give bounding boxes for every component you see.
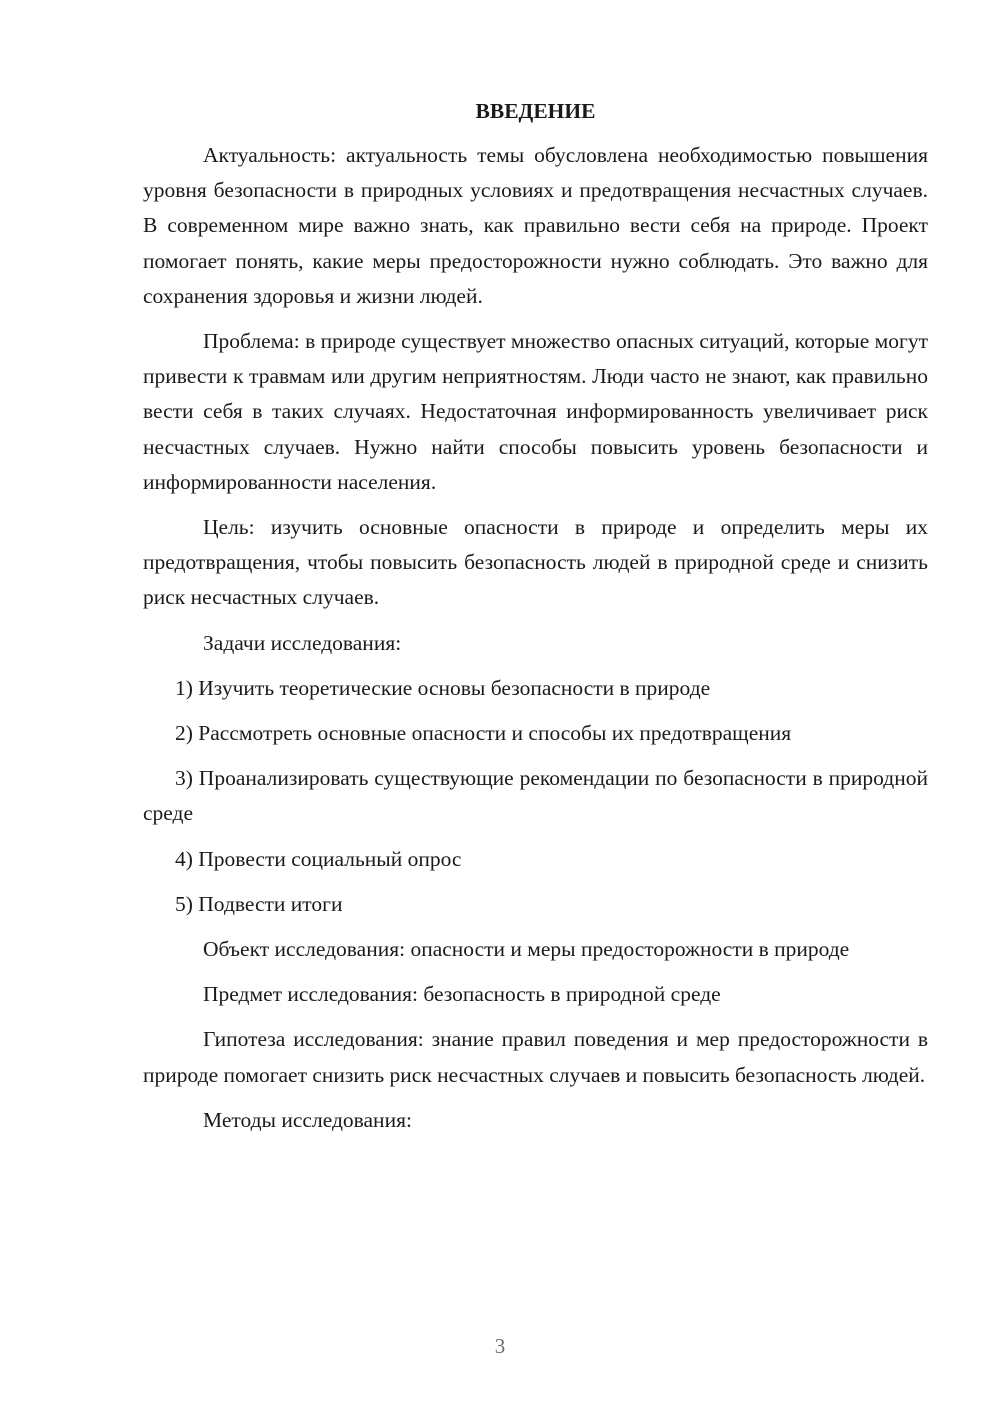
goal-paragraph: Цель: изучить основные опасности в природе и определить меры их предотвращения, чтобы повысить безопасность людей в природной среде и снизить риск несчастных случаев. [143,515,928,610]
page-number: 3 [494,1334,506,1358]
subject-paragraph: Предмет исследования: безопасность в природной среде [203,982,721,1007]
task-item: 5) Подвести итоги [175,891,343,916]
object-paragraph: Объект исследования: опасности и меры предосторожности в природе [203,937,850,962]
problem-paragraph: Проблема: в природе существует множество опасных ситуаций, которые могут привести к травмам или другим неприятностям. Люди часто не знают, как правильно вести себя в таких случаях. Недостаточная информированность увеличивает риск несчастных случаев. Нужно найти способы повысить уровень безопасности и информированности населения. [143,329,928,494]
task-item: 1) Изучить теоретические основы безопасности в природе [175,675,711,700]
task-item: 3) Проанализировать существующие рекомендации по безопасности в природной среде [143,766,928,826]
task-item: 4) Провести социальный опрос [175,846,462,871]
relevance-paragraph: Актуальность: актуальность темы обусловлена необходимостью повышения уровня безопасности в природных условиях и предотвращения несчастных случаев. В современном мире важно знать, как правильно вести себя на природе. Проект помогает понять, какие меры предосторожности нужно соблюдать. Это важно для сохранения здоровья и жизни людей. [143,143,928,308]
hypothesis-paragraph: Гипотеза исследования: знание правил поведения и мер предосторожности в природе помогает снизить риск несчастных случаев и повысить безопасность людей. [143,1027,928,1087]
tasks-heading: Задачи исследования: [203,630,402,655]
section-title: ВВЕДЕНИЕ [475,99,596,123]
methods-heading: Методы исследования: [203,1107,412,1132]
task-item: 2) Рассмотреть основные опасности и способы их предотвращения [175,721,792,746]
document-page [143,96,928,1148]
